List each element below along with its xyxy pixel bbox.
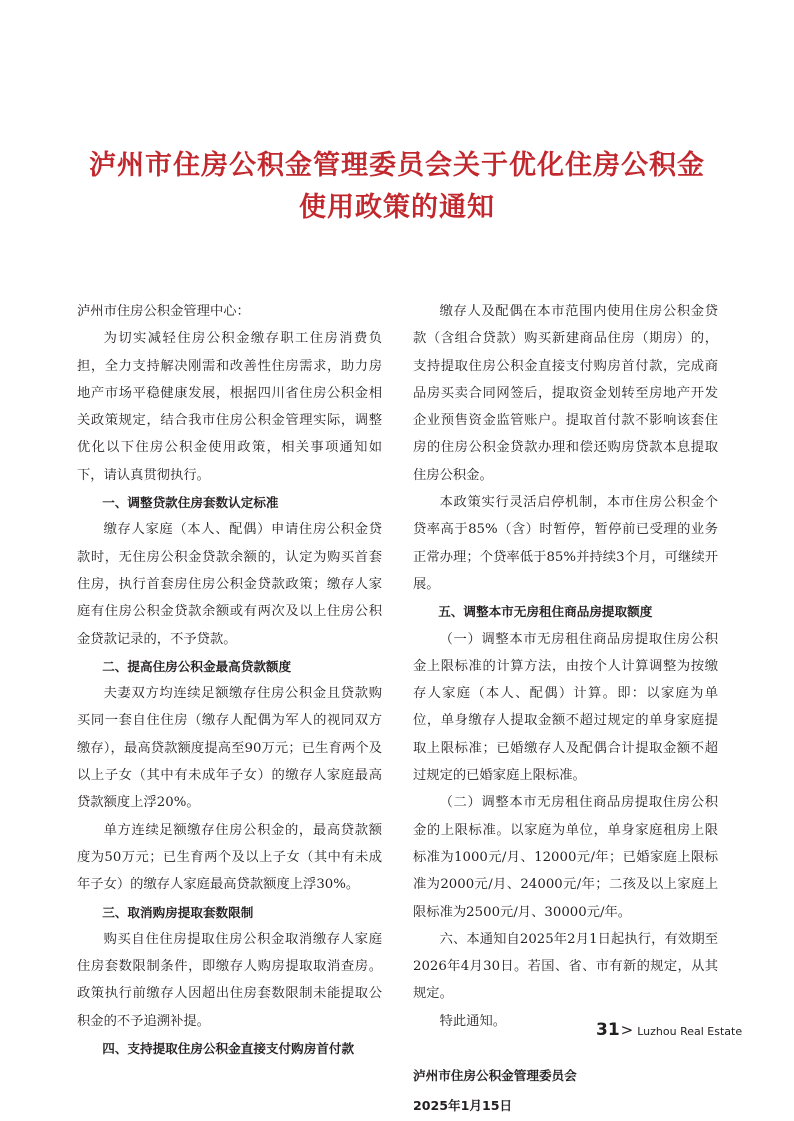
salutation: 泸州市住房公积金管理中心： <box>77 304 250 319</box>
magazine-name: Luzhou Real Estate <box>637 1025 743 1038</box>
section-4-paragraph-b: 本政策实行灵活启停机制，本市住房公积金个贷率高于85%（含）时暂停，暂停前已受理的业务正常办理；个贷率低于85%并持续3个月，可继续开展。 <box>413 495 718 592</box>
signature-block <box>413 1061 718 1121</box>
closing-line: 特此通知。 <box>439 1013 507 1029</box>
section-5-paragraph-b: （二）调整本市无房租住商品房提取住房公积金的上限标准。以家庭为单位，单身家庭租房上限标准为1000元/月、12000元/年；已婚家庭上限标准为2000元/月、24000元/年；二孩及以上家庭上限标准为2500元/月、30000元/年。 <box>413 795 718 920</box>
section-1-paragraph: 缴存人家庭（本人、配偶）申请住房公积金贷款时，无住房公积金贷款余额的，认定为购买首套住房，执行首套房住房公积金贷款政策；缴存人家庭有住房公积金贷款余额或有两次及以上住房公积金贷款记录的，不予贷款。 <box>77 522 382 647</box>
section-heading-5: 五、调整本市无房租住商品房提取额度 <box>438 604 653 620</box>
page-number: 31 <box>596 1020 620 1040</box>
issue-date: 2025年1月15日 <box>413 1098 513 1114</box>
section-2-paragraph-b: 单方连续足额缴存住房公积金的，最高贷款额度为50万元；已生育两个及以上子女（其中有未成年子女）的缴存人家庭最高贷款额度上浮30%。 <box>77 822 382 893</box>
section-5-paragraph-a: （一）调整本市无房租住商品房提取住房公积金上限标准的计算方法，由按个人计算调整为按缴存人家庭（本人、配偶）计算。即：以家庭为单位，单身缴存人提取金额不超过规定的单身家庭提取上限标准；已婚缴存人及配偶合计提取金额不超过规定的已婚家庭上限标准。 <box>413 631 718 784</box>
signatory: 泸州市住房公积金管理委员会 <box>413 1068 577 1084</box>
section-heading-1: 一、调整贷款住房套数认定标准 <box>102 495 279 511</box>
notice-title <box>60 145 734 229</box>
title-line-2: 使用政策的通知 <box>299 192 495 223</box>
section-3-paragraph: 购买自住住房提取住房公积金取消缴存人家庭住房套数限制条件，即缴存人购房提取取消查房。政策执行前缴存人因超出住房套数限制未能提取公积金的不予追溯补提。 <box>77 931 382 1029</box>
intro-paragraph: 为切实减轻住房公积金缴存职工住房消费负担，全力支持解决刚需和改善性住房需求，助力房地产市场平稳健康发展，根据四川省住房公积金相关政策规定，结合我市住房公积金管理实际，调整优化以下住房公积金使用政策，相关事项通知如下，请认真贯彻执行。 <box>77 331 382 483</box>
right-column <box>413 298 718 1121</box>
section-heading-3: 三、取消购房提取套数限制 <box>102 904 254 920</box>
section-heading-4: 四、支持提取住房公积金直接支付购房首付款 <box>102 1041 355 1057</box>
page-footer <box>596 1020 742 1040</box>
title-line-1: 泸州市住房公积金管理委员会关于优化住房公积金 <box>89 150 705 181</box>
arrow-icon: > <box>620 1021 634 1039</box>
section-2-paragraph-a: 夫妻双方均连续足额缴存住房公积金且贷款购买同一套自住住房（缴存人配偶为军人的视同双方缴存），最高贷款额度提高至90万元；已生育两个及以上子女（其中有未成年子女）的缴存人家庭最高贷款额度上浮20%。 <box>77 686 382 811</box>
section-4-paragraph-a: 缴存人及配偶在本市范围内使用住房公积金贷款（含组合贷款）购买新建商品住房（期房）的，支持提取住房公积金直接支付购房首付款，完成商品房买卖合同网签后，提取资金划转至房地产开发企业预售资金监管账户。提取首付款不影响该套住房的住房公积金贷款办理和偿还购房贷款本息提取住房公积金。 <box>413 304 718 483</box>
left-column <box>77 298 382 1062</box>
section-6-paragraph: 六、本通知自2025年2月1日起执行，有效期至2026年4月30日。若国、省、市有新的规定，从其规定。 <box>413 931 718 1002</box>
section-heading-2: 二、提高住房公积金最高贷款额度 <box>102 658 292 674</box>
